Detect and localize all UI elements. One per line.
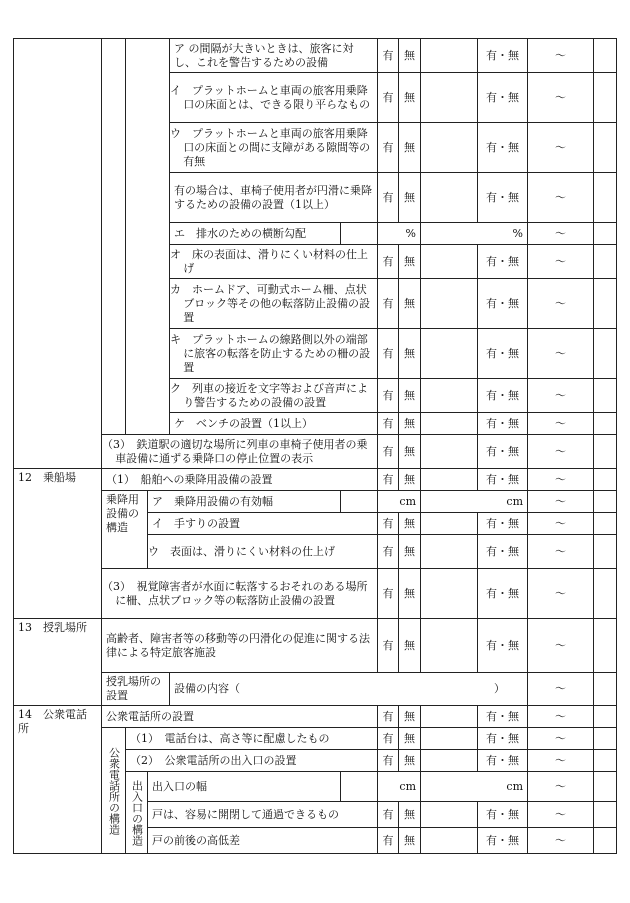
item-label: オ 床の表面は、滑りにくい材料の仕上げ bbox=[170, 245, 378, 279]
blank-cell bbox=[594, 39, 617, 73]
blank-cell bbox=[421, 569, 478, 619]
tilde-mark: 〜 bbox=[528, 379, 594, 413]
yes-no-mark: 有・無 bbox=[478, 535, 528, 569]
blank-cell bbox=[594, 245, 617, 279]
facility-checklist-table bbox=[13, 38, 617, 854]
table-row bbox=[14, 39, 617, 73]
no-mark: 無 bbox=[399, 379, 421, 413]
tilde-mark: 〜 bbox=[528, 413, 594, 435]
tilde-mark: 〜 bbox=[528, 173, 594, 223]
yes-mark: 有 bbox=[378, 569, 399, 619]
no-mark: 無 bbox=[399, 802, 421, 828]
blank-cell bbox=[594, 469, 617, 491]
no-mark: 無 bbox=[399, 329, 421, 379]
yes-mark: 有 bbox=[378, 39, 399, 73]
blank-cell bbox=[421, 802, 478, 828]
yes-no-mark: 有・無 bbox=[478, 379, 528, 413]
blank-cell bbox=[421, 750, 478, 772]
yes-no-mark: 有・無 bbox=[478, 569, 528, 619]
yes-mark: 有 bbox=[378, 173, 399, 223]
blank-cell bbox=[594, 619, 617, 673]
blank-cell bbox=[594, 772, 617, 802]
table-row bbox=[14, 728, 617, 750]
no-mark: 無 bbox=[399, 39, 421, 73]
blank-cell bbox=[421, 435, 478, 469]
yes-mark: 有 bbox=[378, 329, 399, 379]
yes-no-mark: 有・無 bbox=[478, 706, 528, 728]
tilde-mark: 〜 bbox=[528, 469, 594, 491]
yes-no-mark: 有・無 bbox=[478, 279, 528, 329]
item-label: カ ホームドア、可動式ホーム柵、点状ブロック等その他の転落防止設備の設置 bbox=[170, 279, 378, 329]
yes-no-mark: 有・無 bbox=[478, 173, 528, 223]
tilde-mark: 〜 bbox=[528, 245, 594, 279]
tilde-mark: 〜 bbox=[528, 750, 594, 772]
yes-mark: 有 bbox=[378, 469, 399, 491]
item-label: 有の場合は、車椅子使用者が円滑に乗降するための設備の設置（1以上） bbox=[170, 173, 378, 223]
item-label: 高齢者、障害者等の移動等の円滑化の促進に関する法律による特定旅客施設 bbox=[102, 619, 378, 673]
group-label bbox=[102, 728, 126, 854]
item-label: （3） 鉄道駅の適切な場所に列車の車椅子使用者の乗車設備に通ずる乗降口の停止位置の表示 bbox=[102, 435, 378, 469]
item-label: 戸は、容易に開閉して通過できるもの bbox=[148, 802, 378, 828]
section-title: 12 乗船場 bbox=[14, 469, 102, 619]
item-label: ク 列車の接近を文字等および音声により警告するための設備の設置 bbox=[170, 379, 378, 413]
item-label: 公衆電話所の設置 bbox=[102, 706, 378, 728]
blank-cell bbox=[421, 469, 478, 491]
yes-mark: 有 bbox=[378, 513, 399, 535]
group-label-text: 公衆電話所の構造 bbox=[107, 746, 121, 835]
blank-cell bbox=[594, 173, 617, 223]
tilde-mark: 〜 bbox=[528, 772, 594, 802]
no-mark: 無 bbox=[399, 73, 421, 123]
blank-cell bbox=[421, 329, 478, 379]
yes-mark: 有 bbox=[378, 728, 399, 750]
yes-no-mark: 有・無 bbox=[478, 750, 528, 772]
blank-cell bbox=[594, 706, 617, 728]
yes-mark: 有 bbox=[378, 279, 399, 329]
table-row bbox=[14, 569, 617, 619]
blank-cell bbox=[421, 413, 478, 435]
yes-no-mark: 有・無 bbox=[478, 73, 528, 123]
item-label: ア の間隔が大きいときは、旅客に対し、これを警告するための設備 bbox=[170, 39, 378, 73]
blank-cell bbox=[594, 535, 617, 569]
tilde-mark: 〜 bbox=[528, 329, 594, 379]
equipment-content-label: 設備の内容（ bbox=[174, 682, 240, 695]
blank-cell bbox=[594, 329, 617, 379]
yes-mark: 有 bbox=[378, 123, 399, 173]
blank-cell bbox=[594, 828, 617, 854]
no-mark: 無 bbox=[399, 569, 421, 619]
yes-no-mark: 有・無 bbox=[478, 329, 528, 379]
item-label: （2） 公衆電話所の出入口の設置 bbox=[126, 750, 378, 772]
no-mark: 無 bbox=[399, 173, 421, 223]
tilde-mark: 〜 bbox=[528, 728, 594, 750]
blank-cell bbox=[421, 535, 478, 569]
table-row bbox=[14, 435, 617, 469]
table-row bbox=[14, 619, 617, 673]
section-title: 14 公衆電話所 bbox=[14, 706, 102, 854]
blank-cell bbox=[594, 279, 617, 329]
yes-no-mark: 有・無 bbox=[478, 123, 528, 173]
yes-mark: 有 bbox=[378, 706, 399, 728]
table-row bbox=[14, 491, 617, 513]
item-label: ケ ベンチの設置（1以上） bbox=[170, 413, 378, 435]
item-label: キ プラットホームの線路側以外の端部に旅客の転落を防止するための柵の設置 bbox=[170, 329, 378, 379]
yes-mark: 有 bbox=[378, 435, 399, 469]
yes-mark: 有 bbox=[378, 73, 399, 123]
blank-cell bbox=[594, 223, 617, 245]
blank-cell bbox=[594, 750, 617, 772]
table-row bbox=[14, 706, 617, 728]
no-mark: 無 bbox=[399, 245, 421, 279]
yes-no-mark: 有・無 bbox=[478, 828, 528, 854]
yes-no-mark: 有・無 bbox=[478, 413, 528, 435]
tilde-mark: 〜 bbox=[528, 39, 594, 73]
no-mark: 無 bbox=[399, 750, 421, 772]
blank-cell bbox=[341, 772, 378, 802]
tilde-mark: 〜 bbox=[528, 73, 594, 123]
blank-cell bbox=[421, 619, 478, 673]
no-mark: 無 bbox=[399, 413, 421, 435]
yes-no-mark: 有・無 bbox=[478, 469, 528, 491]
yes-no-mark: 有・無 bbox=[478, 513, 528, 535]
tilde-mark: 〜 bbox=[528, 569, 594, 619]
section-title: 13 授乳場所 bbox=[14, 619, 102, 706]
table-row bbox=[14, 469, 617, 491]
yes-mark: 有 bbox=[378, 750, 399, 772]
tilde-mark: 〜 bbox=[528, 535, 594, 569]
tilde-mark: 〜 bbox=[528, 279, 594, 329]
yes-no-mark: 有・無 bbox=[478, 619, 528, 673]
tilde-mark: 〜 bbox=[528, 223, 594, 245]
item-label: 出入口の幅 bbox=[148, 772, 341, 802]
no-mark: 無 bbox=[399, 513, 421, 535]
yes-mark: 有 bbox=[378, 379, 399, 413]
no-mark: 無 bbox=[399, 435, 421, 469]
blank-cell bbox=[594, 435, 617, 469]
item-label: ウ 表面は、滑りにくい材料の仕上げ bbox=[148, 535, 378, 569]
item-label: エ 排水のための横断勾配 bbox=[170, 223, 341, 245]
percent-unit: % bbox=[421, 223, 528, 245]
item-label: （1） 船舶への乗降用設備の設置 bbox=[102, 469, 378, 491]
yes-no-mark: 有・無 bbox=[478, 728, 528, 750]
percent-unit: % bbox=[378, 223, 421, 245]
yes-mark: 有 bbox=[378, 535, 399, 569]
no-mark: 無 bbox=[399, 469, 421, 491]
blank-cell bbox=[421, 73, 478, 123]
yes-mark: 有 bbox=[378, 619, 399, 673]
group-label: 乗降用設備の構造 bbox=[102, 491, 148, 569]
blank-cell bbox=[594, 413, 617, 435]
tilde-mark: 〜 bbox=[528, 673, 594, 706]
blank-cell bbox=[594, 123, 617, 173]
tilde-mark: 〜 bbox=[528, 802, 594, 828]
yes-mark: 有 bbox=[378, 802, 399, 828]
item-label: 授乳場所の設置 bbox=[102, 673, 170, 706]
blank-cell bbox=[421, 513, 478, 535]
yes-mark: 有 bbox=[378, 245, 399, 279]
no-mark: 無 bbox=[399, 535, 421, 569]
tilde-mark: 〜 bbox=[528, 513, 594, 535]
blank-cell bbox=[421, 379, 478, 413]
equipment-content bbox=[170, 673, 528, 706]
blank-cell bbox=[594, 73, 617, 123]
blank-cell bbox=[421, 728, 478, 750]
no-mark: 無 bbox=[399, 279, 421, 329]
no-mark: 無 bbox=[399, 828, 421, 854]
blank-cell bbox=[421, 173, 478, 223]
no-mark: 無 bbox=[399, 619, 421, 673]
blank-cell bbox=[341, 223, 378, 245]
blank-cell bbox=[421, 828, 478, 854]
blank-cell bbox=[421, 39, 478, 73]
yes-no-mark: 有・無 bbox=[478, 435, 528, 469]
sub-group-label-text: 出入口の構造 bbox=[130, 779, 144, 846]
blank-cell bbox=[421, 279, 478, 329]
tilde-mark: 〜 bbox=[528, 123, 594, 173]
blank-cell bbox=[594, 379, 617, 413]
section-cell-empty bbox=[14, 39, 102, 469]
blank-cell bbox=[594, 569, 617, 619]
yes-no-mark: 有・無 bbox=[478, 39, 528, 73]
tilde-mark: 〜 bbox=[528, 435, 594, 469]
blank-cell bbox=[421, 706, 478, 728]
item-label: ウ プラットホームと車両の旅客用乗降口の床面との間に支障がある隙間等の有無 bbox=[170, 123, 378, 173]
blank-cell bbox=[594, 802, 617, 828]
cm-unit: cm bbox=[378, 772, 421, 802]
close-paren: ） bbox=[494, 682, 505, 695]
cm-unit: cm bbox=[421, 491, 528, 513]
yes-mark: 有 bbox=[378, 413, 399, 435]
item-label: 戸の前後の高低差 bbox=[148, 828, 378, 854]
tilde-mark: 〜 bbox=[528, 706, 594, 728]
cm-unit: cm bbox=[378, 491, 421, 513]
yes-no-mark: 有・無 bbox=[478, 802, 528, 828]
no-mark: 無 bbox=[399, 123, 421, 173]
yes-no-mark: 有・無 bbox=[478, 245, 528, 279]
item-label: （1） 電話台は、高さ等に配慮したもの bbox=[126, 728, 378, 750]
blank-cell bbox=[594, 728, 617, 750]
no-mark: 無 bbox=[399, 706, 421, 728]
item-label: イ プラットホームと車両の旅客用乗降口の床面とは、できる限り平らなもの bbox=[170, 73, 378, 123]
blank-cell bbox=[341, 491, 378, 513]
blank-cell bbox=[421, 123, 478, 173]
tilde-mark: 〜 bbox=[528, 491, 594, 513]
section-cell-empty bbox=[126, 39, 170, 435]
blank-cell bbox=[594, 673, 617, 706]
blank-cell bbox=[421, 245, 478, 279]
blank-cell bbox=[594, 491, 617, 513]
tilde-mark: 〜 bbox=[528, 828, 594, 854]
item-label: ア 乗降用設備の有効幅 bbox=[148, 491, 341, 513]
section-cell-empty bbox=[102, 39, 126, 435]
yes-mark: 有 bbox=[378, 828, 399, 854]
table-row bbox=[14, 673, 617, 706]
cm-unit: cm bbox=[421, 772, 528, 802]
item-label: （3） 視覚障害者が水面に転落するおそれのある場所に柵、点状ブロック等の転落防止設備の設置 bbox=[102, 569, 378, 619]
item-label: イ 手すりの設置 bbox=[148, 513, 378, 535]
sub-group-label bbox=[126, 772, 148, 854]
tilde-mark: 〜 bbox=[528, 619, 594, 673]
no-mark: 無 bbox=[399, 728, 421, 750]
blank-cell bbox=[594, 513, 617, 535]
